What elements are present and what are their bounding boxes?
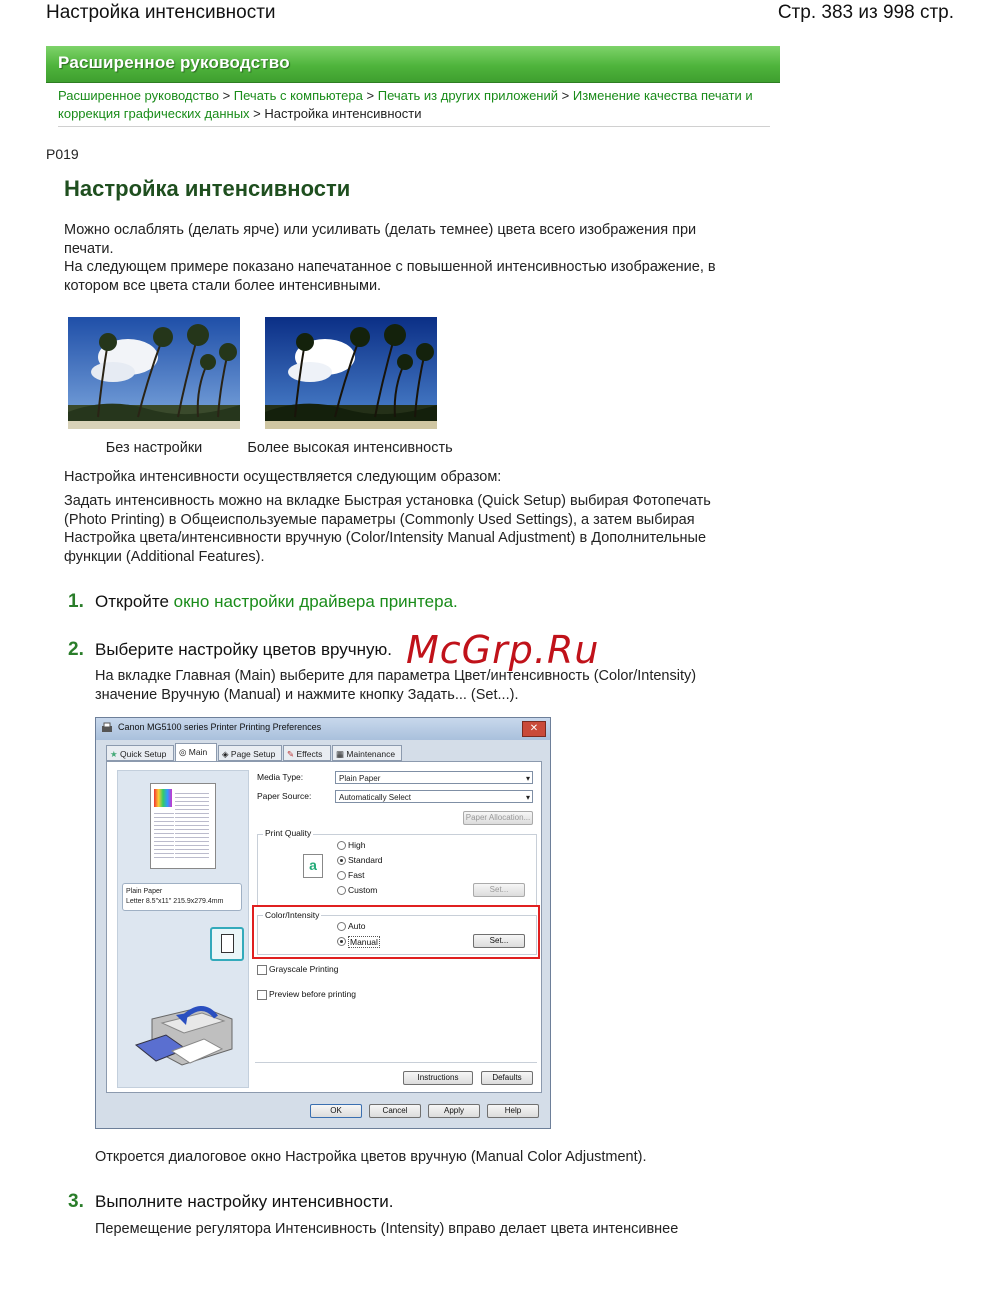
breadcrumb-separator: > (366, 88, 375, 103)
dialog-title-bar (96, 718, 550, 740)
quality-fast-label: Fast (348, 870, 365, 880)
breadcrumb-separator: > (222, 88, 231, 103)
grayscale-label: Grayscale Printing (269, 964, 339, 974)
main-tab-panel (106, 761, 542, 1093)
paper-allocation-button[interactable]: Paper Allocation... (463, 811, 533, 825)
close-button[interactable]: ✕ (522, 721, 546, 737)
cancel-button[interactable]: Cancel (369, 1104, 421, 1118)
color-auto-label: Auto (348, 921, 366, 931)
step-3-number: 3. (68, 1191, 84, 1212)
breadcrumb-link-quality[interactable]: Изменение качества печати и коррекция графических данных (58, 88, 753, 121)
step-1-prefix: Откройте (95, 592, 174, 611)
breadcrumb-link-advanced-guide[interactable]: Расширенное руководство (58, 88, 219, 103)
tab-maintenance[interactable]: ▦ Maintenance (332, 745, 402, 761)
step-3-title: Выполните настройку интенсивности. (95, 1192, 394, 1211)
step-2-number: 2. (68, 639, 84, 660)
paper-info-box (122, 883, 242, 911)
quality-high-radio[interactable] (337, 841, 346, 850)
step-2-result: Откроется диалоговое окно Настройка цветов вручную (Manual Color Adjustment). (95, 1149, 647, 1165)
ok-button[interactable]: OK (310, 1104, 362, 1118)
defaults-button[interactable]: Defaults (481, 1071, 533, 1085)
color-intensity-label: Color/Intensity (265, 910, 320, 920)
tab-quick-setup[interactable]: ★ Quick Setup (106, 745, 174, 761)
color-set-button[interactable]: Set... (473, 934, 525, 948)
how-to-text: Настройка интенсивности осуществляется следующим образом: (64, 469, 502, 485)
photo-after (265, 317, 437, 429)
paper-source-select[interactable]: Automatically Select ▾ (335, 790, 533, 803)
printer-illustration-icon (132, 989, 236, 1073)
print-quality-label: Print Quality (265, 828, 312, 838)
printer-driver-setup-link[interactable]: окно настройки драйвера принтера. (173, 592, 458, 611)
panel-divider (255, 1062, 537, 1063)
step-1-title (95, 592, 458, 612)
paper-type-text: Plain Paper (126, 888, 163, 895)
caption-after: Более высокая интенсивность (247, 440, 453, 456)
divider (58, 126, 770, 127)
intro-paragraph-1: Можно ослаблять (делать ярче) или усиливать (делать темнее) цвета всего изображения при печати. (64, 222, 697, 257)
paper-source-label: Paper Source: (257, 791, 312, 801)
palm-beach-image-intense (265, 317, 437, 429)
quality-fast-radio[interactable] (337, 871, 346, 880)
header-title: Настройка интенсивности (46, 2, 276, 23)
doc-code: P019 (46, 146, 79, 162)
quality-custom-label: Custom (348, 885, 378, 895)
printer-icon (101, 722, 113, 734)
breadcrumb-separator: > (561, 88, 570, 103)
preview-label: Preview before printing (269, 989, 356, 999)
quick-setup-note: Задать интенсивность можно на вкладке Быстрая установка (Quick Setup) выбирая Фотопечать (Photo Printing) в Общеиспользуемые параметры (Commonly Used Settings), а затем выбирая Настройка цвета/интенсивности вручную (Color/Intensity Manual Adjustment) в Дополнительные функции (Additional Features). (64, 493, 711, 565)
section-banner (46, 46, 780, 83)
step-2-title: Выберите настройку цветов вручную. (95, 640, 392, 659)
quality-standard-radio[interactable] (337, 856, 346, 865)
instructions-button[interactable]: Instructions (403, 1071, 473, 1085)
step-3-body: Перемещение регулятора Интенсивность (Intensity) вправо делает цвета интенсивнее (95, 1221, 679, 1237)
help-button[interactable]: Help (487, 1104, 539, 1118)
breadcrumb-separator: > (253, 105, 261, 121)
media-type-select[interactable]: Plain Paper ▾ (335, 771, 533, 784)
page-title: Настройка интенсивности (64, 176, 351, 201)
printer-preferences-dialog (95, 717, 551, 1129)
tab-effects[interactable]: ✎ Effects (283, 745, 331, 761)
breadcrumb-link-printing-from-computer[interactable]: Печать с компьютера (233, 88, 363, 103)
palm-beach-image (68, 317, 240, 429)
breadcrumb-link-other-apps[interactable]: Печать из других приложений (377, 88, 559, 103)
page-info: Стр. 383 из 998 стр. (777, 2, 954, 23)
breadcrumb-current: Настройка интенсивности (264, 105, 422, 121)
quality-standard-label: Standard (348, 855, 383, 865)
preview-image (154, 789, 172, 807)
grayscale-checkbox[interactable] (257, 965, 267, 975)
breadcrumb (58, 87, 758, 122)
quality-custom-radio[interactable] (337, 886, 346, 895)
highlight-box (252, 905, 540, 959)
tab-page-setup[interactable]: ◈ Page Setup (218, 745, 282, 761)
photo-before (68, 317, 240, 429)
intro-paragraph-2: На следующем примере показано напечатанное с повышенной интенсивностью изображение, в котором все цвета стали более интенсивными. (64, 259, 716, 294)
quality-set-button[interactable]: Set... (473, 883, 525, 897)
apply-button[interactable]: Apply (428, 1104, 480, 1118)
preview-pane (117, 770, 249, 1088)
orientation-icon[interactable] (210, 927, 244, 961)
print-quality-icon: a (303, 854, 323, 878)
step-2-body: На вкладке Главная (Main) выберите для параметра Цвет/интенсивность (Color/Intensity) значение Вручную (Manual) и нажмите кнопку Задать... (Set...). (95, 668, 697, 703)
page-preview (150, 783, 216, 869)
quality-high-label: High (348, 840, 366, 850)
step-1-number: 1. (68, 591, 84, 612)
watermark: McGrp.Ru (406, 628, 600, 672)
media-type-label: Media Type: (257, 772, 304, 782)
preview-checkbox[interactable] (257, 990, 267, 1000)
tab-main[interactable]: ◎ Main (175, 743, 217, 762)
dialog-title: Canon MG5100 series Printer Printing Preferences (118, 722, 322, 732)
paper-size-text: Letter 8.5"x11" 215.9x279.4mm (126, 898, 224, 905)
banner-label: Расширенное руководство (58, 53, 290, 72)
color-manual-label: Manual (350, 937, 378, 947)
caption-before: Без настройки (105, 440, 203, 456)
